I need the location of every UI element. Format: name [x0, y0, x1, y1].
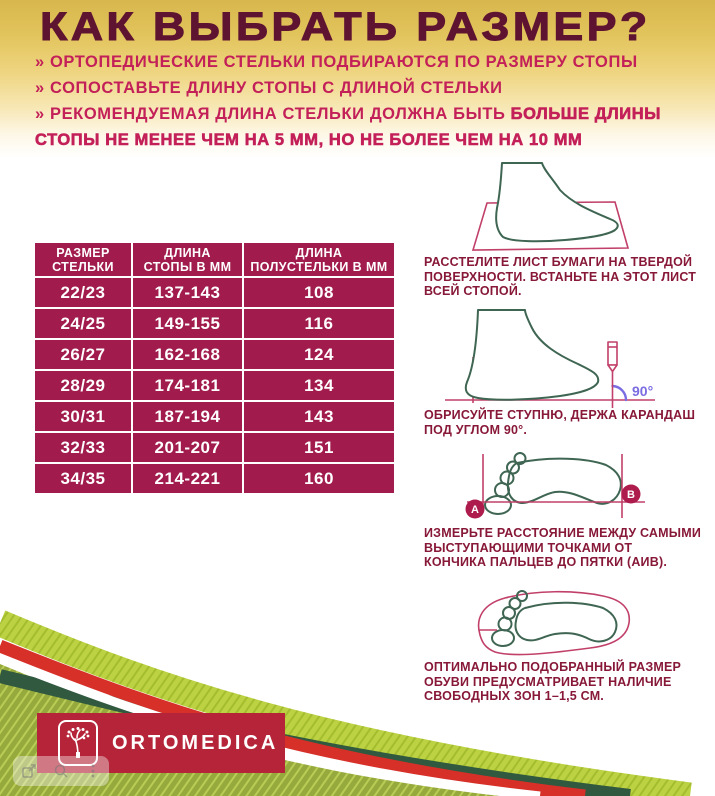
table-row: 34/35 214-221 160 [35, 464, 394, 493]
kebab-menu-icon[interactable] [85, 763, 101, 779]
bullet-text-emphasis: БОЛЬШЕ ДЛИНЫ [510, 105, 662, 123]
step-3-instruction: ИЗМЕРЬТЕ РАССТОЯНИЕ МЕЖДУ САМЫМИ ВЫСТУПАЮЩИМИ ТОЧКАМИ ОТ КОНЧИКА ПАЛЬЦЕВ ДО ПЯТКИ (АИВ). [424, 526, 701, 569]
bullet-marker: » [35, 79, 45, 97]
big-toe-outline [485, 496, 511, 514]
col-header-insole-size: РАЗМЕР СТЕЛЬКИ [35, 243, 133, 278]
table-row: 24/25 149-155 116 [35, 309, 394, 340]
bullet-text-emphasis-line2: СТОПЫ НЕ МЕНЕЕ ЧЕМ НА 5 ММ, НО НЕ БОЛЕЕ ЧЕМ НА 10 ММ [35, 131, 583, 149]
angle-label: 90° [632, 383, 654, 399]
step-1-instruction: РАССТЕЛИТЕ ЛИСТ БУМАГИ НА ТВЕРДОЙ ПОВЕРХНОСТИ. ВСТАНЬТЕ НА ЭТОТ ЛИСТ ВСЕЙ СТОПОЙ. [424, 255, 697, 298]
point-a-badge [466, 500, 485, 519]
bullet-compare-lengths [35, 75, 703, 101]
step-2-instruction: ОБРИСУЙТЕ СТУПНЮ, ДЕРЖА КАРАНДАШ ПОД УГЛОМ 90°. [424, 408, 696, 437]
step-4-instruction: ОПТИМАЛЬНО ПОДОБРАННЫЙ РАЗМЕР ОБУВИ ПРЕДУСМАТРИВАЕТ НАЛИЧИЕ СВОБОДНЫХ ЗОН 1–1,5 СМ. [424, 660, 682, 703]
point-b-badge [622, 485, 641, 504]
bullet-text: РЕКОМЕНДУЕМАЯ ДЛИНА СТЕЛЬКИ ДОЛЖНА БЫТЬ [49, 105, 511, 123]
measure-footprint-illustration [455, 450, 655, 530]
angle-arc [613, 386, 627, 400]
svg-text:В: В [627, 489, 635, 501]
col-header-foot-length: ДЛИНА СТОПЫ В ММ [133, 243, 244, 278]
share-icon[interactable] [21, 763, 37, 779]
pencil-icon [608, 342, 617, 372]
page-title: КАК ВЫБРАТЬ РАЗМЕР? [40, 5, 651, 49]
bullet-fit-by-foot-size [35, 49, 703, 75]
brand-name: ORTOMEDICA [112, 731, 279, 754]
magnifier-icon[interactable] [53, 763, 69, 779]
bullet-recommended-length [35, 101, 703, 153]
bullet-text: ОРТОПЕДИЧЕСКИЕ СТЕЛЬКИ ПОДБИРАЮТСЯ ПО РАЗМЕРУ СТОПЫ [49, 53, 638, 71]
table-row: 32/33 201-207 151 [35, 433, 394, 464]
bullet-marker: » [35, 105, 45, 123]
footprint-sole-outline [508, 459, 621, 504]
foot-on-paper-illustration [470, 162, 635, 254]
table-row: 30/31 187-194 143 [35, 402, 394, 433]
table-header-row [35, 243, 394, 278]
bullet-marker: » [35, 53, 45, 71]
svg-text:А: А [471, 504, 479, 516]
trace-foot-pencil-illustration [440, 306, 675, 411]
table-row: 28/29 174-181 134 [35, 371, 394, 402]
col-header-halfinsole-length: ДЛИНА ПОЛУСТЕЛЬКИ В ММ [244, 243, 394, 278]
table-row: 22/23 137-143 108 [35, 278, 394, 309]
viewer-toolbar [13, 756, 109, 786]
insole-size-table [35, 243, 394, 493]
foot-side-outline [466, 310, 598, 400]
bullet-text: СОПОСТАВЬТЕ ДЛИНУ СТОПЫ С ДЛИНОЙ СТЕЛЬКИ [49, 79, 503, 97]
table-row: 26/27 162-168 124 [35, 340, 394, 371]
